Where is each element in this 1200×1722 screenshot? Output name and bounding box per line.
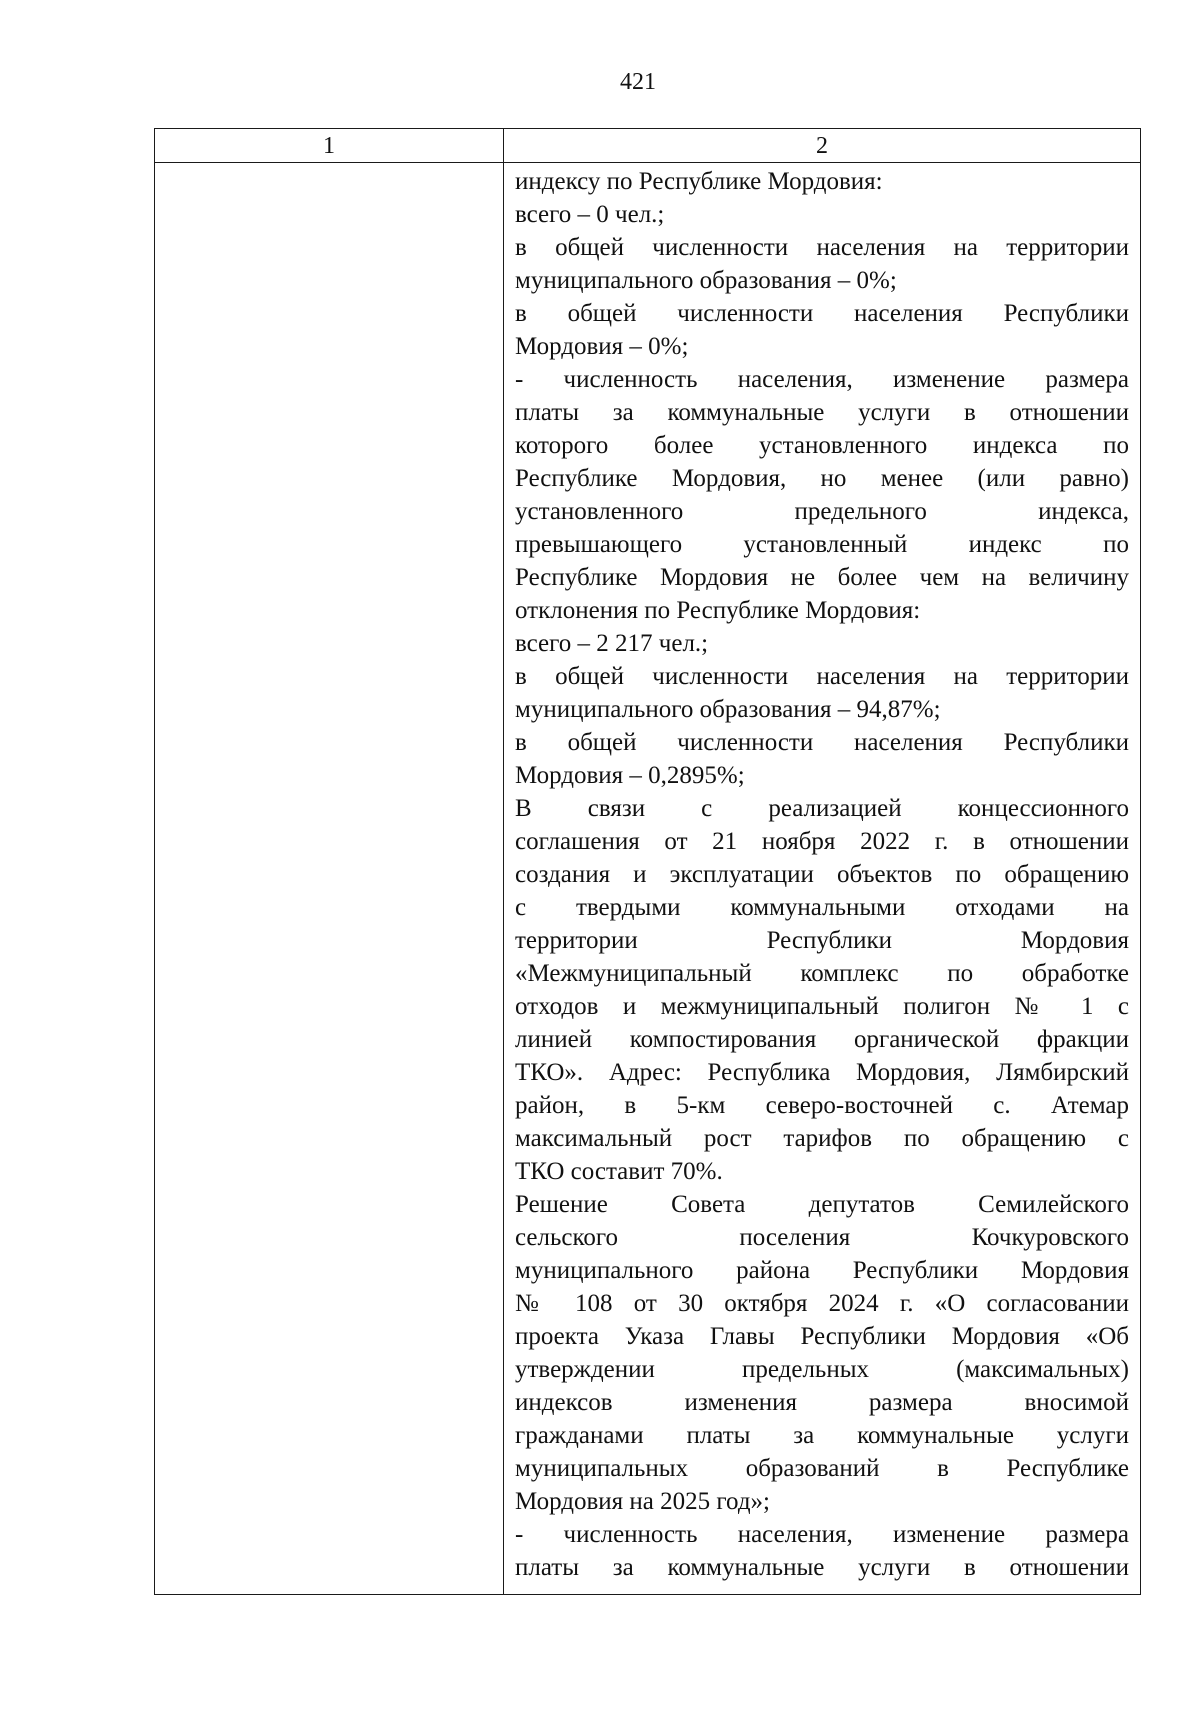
text-line: установленного предельного индекса, xyxy=(515,498,1129,525)
text-line: № 108 от 30 октября 2024 г. «О согласовании xyxy=(515,1290,1129,1317)
text-line: линией компостирования органической фракции xyxy=(515,1026,1129,1053)
text-line: В связи с реализацией концессионного xyxy=(515,795,1129,822)
text-line: Мордовия – 0%; xyxy=(515,333,689,360)
text-line: ТКО». Адрес: Республика Мордовия, Лямбирский xyxy=(515,1059,1129,1086)
data-table xyxy=(154,128,1141,1595)
text-line: Республике Мордовия не более чем на величину xyxy=(515,564,1129,591)
text-line: - численность населения, изменение размера xyxy=(515,366,1129,393)
text-line: в общей численности населения Республики xyxy=(515,300,1129,327)
text-line: «Межмуниципальный комплекс по обработке xyxy=(515,960,1129,987)
text-line: всего – 2 217 чел.; xyxy=(515,630,709,657)
text-line: создания и эксплуатации объектов по обращению xyxy=(515,861,1129,888)
text-line: сельского поселения Кочкуровского xyxy=(515,1224,1129,1251)
text-line: Решение Совета депутатов Семилейского xyxy=(515,1191,1129,1218)
text-line: Мордовия на 2025 год»; xyxy=(515,1488,770,1515)
text-line: гражданами платы за коммунальные услуги xyxy=(515,1422,1129,1449)
text-line: всего – 0 чел.; xyxy=(515,201,665,228)
text-line: муниципального образования – 94,87%; xyxy=(515,696,941,723)
header-cell-col2: 2 xyxy=(816,133,828,159)
text-line: в общей численности населения на территории xyxy=(515,663,1129,690)
table-cell-col2 xyxy=(515,165,1129,1584)
text-line: превышающего установленный индекс по xyxy=(515,531,1129,558)
text-line: муниципальных образований в Республике xyxy=(515,1455,1129,1482)
text-line: муниципального образования – 0%; xyxy=(515,267,897,294)
text-line: отклонения по Республике Мордовия: xyxy=(515,597,921,624)
column-divider xyxy=(503,129,504,1595)
header-cell-col1: 1 xyxy=(323,133,335,159)
text-line: Республике Мордовия, но менее (или равно) xyxy=(515,465,1129,492)
text-line: территории Республики Мордовия xyxy=(515,927,1129,954)
text-line: с твердыми коммунальными отходами на xyxy=(515,894,1129,921)
text-line: ТКО составит 70%. xyxy=(515,1158,723,1185)
text-line: в общей численности населения Республики xyxy=(515,729,1129,756)
text-line: в общей численности населения на территории xyxy=(515,234,1129,261)
text-line: которого более установленного индекса по xyxy=(515,432,1129,459)
text-line: максимальный рост тарифов по обращению с xyxy=(515,1125,1129,1152)
table-header-row xyxy=(155,129,1140,163)
text-line: соглашения от 21 ноября 2022 г. в отношении xyxy=(515,828,1129,855)
text-line: район, в 5-км северо-восточней с. Атемар xyxy=(515,1092,1129,1119)
text-line: платы за коммунальные услуги в отношении xyxy=(515,1554,1129,1581)
text-line: индексу по Республике Мордовия: xyxy=(515,168,883,195)
text-line: муниципального района Республики Мордовия xyxy=(515,1257,1129,1284)
text-line: платы за коммунальные услуги в отношении xyxy=(515,399,1129,426)
text-line: утверждении предельных (максимальных) xyxy=(515,1356,1129,1383)
text-line: проекта Указа Главы Республики Мордовия «Об xyxy=(515,1323,1129,1350)
table-bottom-border xyxy=(154,1594,1141,1595)
page-number: 421 xyxy=(620,69,656,95)
text-line: - численность населения, изменение размера xyxy=(515,1521,1129,1548)
text-line: Мордовия – 0,2895%; xyxy=(515,762,745,789)
text-line: отходов и межмуниципальный полигон № 1 с xyxy=(515,993,1129,1020)
text-line: индексов изменения размера вносимой xyxy=(515,1389,1129,1416)
